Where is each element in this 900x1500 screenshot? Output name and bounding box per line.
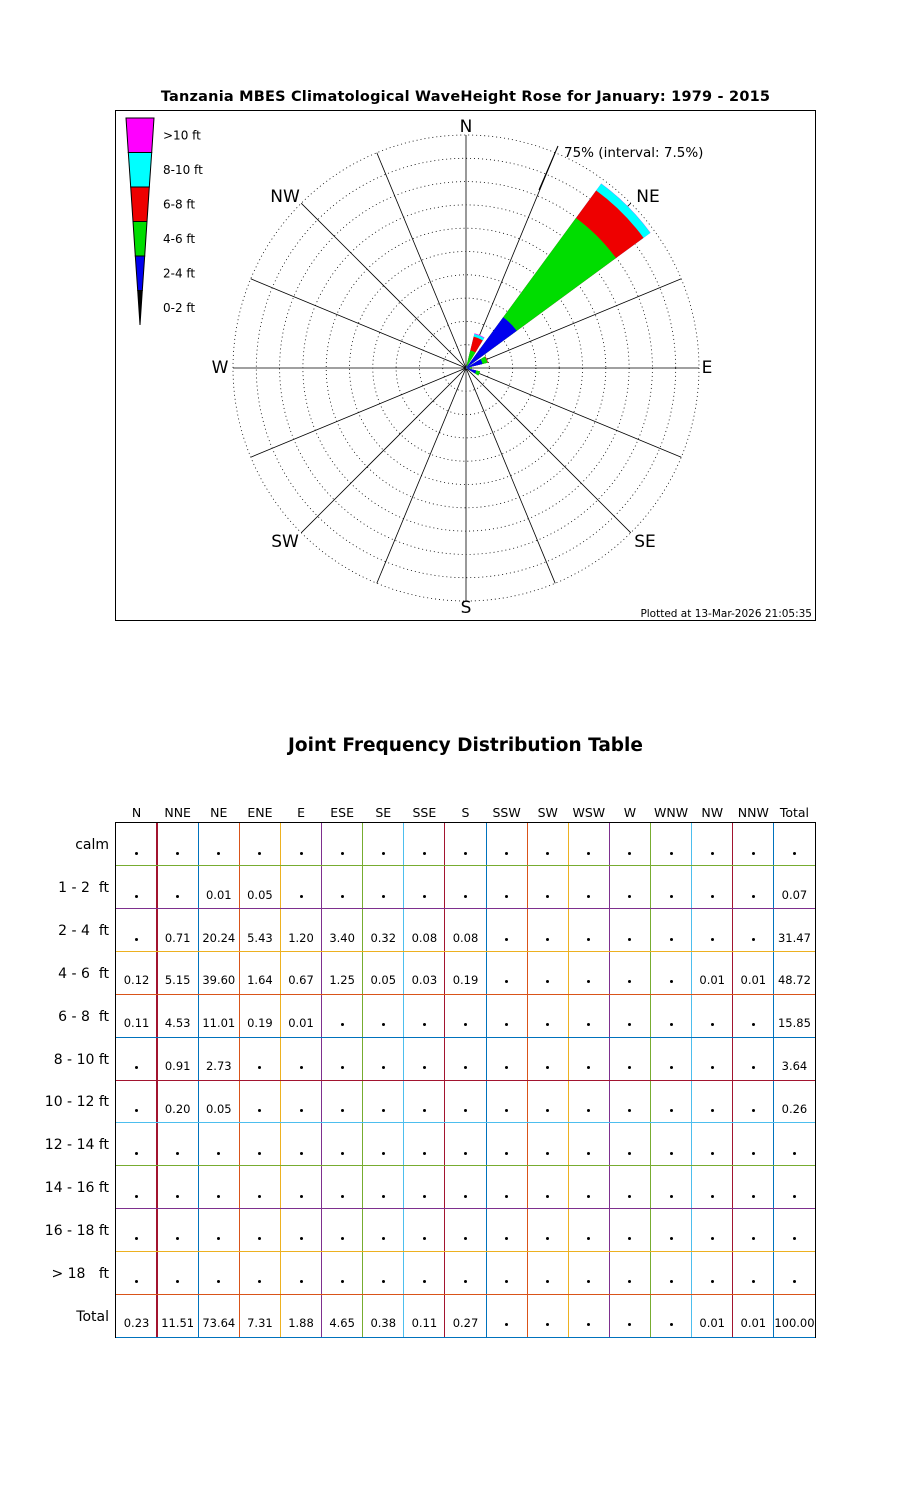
legend-label: >10 ft [163, 128, 201, 143]
table-cell-dot [464, 1237, 467, 1240]
table-cell-dot [670, 1323, 673, 1326]
table-cell-dot [341, 1109, 344, 1112]
table-cell-dot [546, 938, 549, 941]
table-cell-dot [505, 1280, 508, 1283]
table-cell-dot [382, 1237, 385, 1240]
grid-line-horizontal [116, 1208, 815, 1209]
table-cell-dot [587, 1152, 590, 1155]
col-header-nnw: NNW [737, 805, 769, 820]
table-cell-dot [135, 895, 138, 898]
grid-line-horizontal [116, 951, 815, 952]
table-cell-dot [135, 852, 138, 855]
table-cell-dot [628, 1323, 631, 1326]
row-label-bin-6: 10 - 12 ft [44, 1094, 109, 1111]
table-cell-dot [341, 1280, 344, 1283]
radial-axis-label: 75% (interval: 7.5%) [564, 145, 704, 161]
col-header-wsw: WSW [572, 805, 606, 820]
table-cell-dot [752, 895, 755, 898]
table-cell-value: 1.64 [247, 973, 273, 988]
legend-label: 4-6 ft [163, 231, 196, 246]
table-cell-dot [505, 1023, 508, 1026]
table-cell-dot [793, 1280, 796, 1283]
table-cell-dot [176, 895, 179, 898]
table-cell-dot [546, 1109, 549, 1112]
table-cell-value: 0.32 [370, 930, 397, 945]
table-cell-value: 0.20 [164, 1101, 191, 1116]
table-cell-dot [135, 1109, 138, 1112]
table-cell-dot [464, 1109, 467, 1112]
table-cell-dot [258, 852, 261, 855]
table-cell-value: 0.11 [411, 1316, 438, 1330]
table-cell-value: 0.12 [123, 973, 150, 988]
table-cell-dot [628, 1023, 631, 1026]
table-cell-dot [176, 1237, 179, 1240]
table-cell-value: 0.19 [452, 973, 479, 988]
table-cell-dot [711, 1152, 714, 1155]
table-cell-dot [464, 852, 467, 855]
rose-chart-title: Tanzania MBES Climatological WaveHeight Rose for January: 1979 - 2015 [160, 89, 771, 105]
table-cell-dot [546, 1195, 549, 1198]
grid-line-horizontal [116, 1251, 815, 1252]
table-cell-value: 4.53 [164, 1016, 191, 1031]
table-cell-value: 0.91 [164, 1059, 191, 1073]
table-cell-dot [546, 1323, 549, 1326]
grid-line-horizontal [116, 1165, 815, 1166]
compass-label-ne: NE [636, 187, 660, 207]
table-cell-dot [464, 1066, 467, 1069]
table-cell-dot [258, 1152, 261, 1155]
table-cell-dot [793, 1237, 796, 1240]
table-cell-value: 2.73 [205, 1059, 232, 1073]
table-cell-value: 0.08 [411, 930, 438, 945]
table-cell-dot [546, 980, 549, 983]
grid-line-horizontal [116, 1122, 815, 1123]
table-cell-value: 0.01 [740, 973, 767, 988]
table-cell-dot [341, 1195, 344, 1198]
table-cell-dot [628, 1066, 631, 1069]
table-cell-dot [135, 1066, 138, 1069]
table-cell-dot [711, 852, 714, 855]
table-cell-dot [382, 1152, 385, 1155]
table-cell-value: 5.43 [247, 930, 273, 945]
table-cell-dot [670, 1195, 673, 1198]
grid-line-horizontal [116, 1294, 815, 1295]
table-cell-dot [382, 1066, 385, 1069]
compass-label-n: N [459, 117, 473, 137]
table-cell-value: 0.05 [247, 887, 273, 902]
table-cell-dot [217, 1152, 220, 1155]
table-cell-dot [752, 1195, 755, 1198]
table-cell-dot [793, 1152, 796, 1155]
table-cell-dot [628, 1195, 631, 1198]
compass-label-nw: NW [270, 187, 300, 207]
table-cell-dot [711, 1280, 714, 1283]
table-cell-value: 4.65 [329, 1316, 355, 1330]
col-header-sse: SSE [412, 805, 437, 820]
col-header-ssw: SSW [492, 805, 521, 820]
table-cell-value: 11.01 [202, 1016, 236, 1031]
table-cell-dot [752, 1237, 755, 1240]
compass-label-sw: SW [271, 532, 299, 552]
table-cell-dot [505, 1152, 508, 1155]
table-cell-dot [505, 1323, 508, 1326]
table-cell-dot [628, 1109, 631, 1112]
col-header-ene: ENE [247, 805, 273, 820]
table-cell-dot [670, 1023, 673, 1026]
table-cell-value: 0.27 [452, 1316, 479, 1330]
row-label-bin-3: 4 - 6 ft [58, 965, 109, 982]
table-border-left [115, 822, 116, 1338]
table-cell-dot [505, 938, 508, 941]
table-cell-value: 3.40 [329, 930, 355, 945]
table-cell-dot [300, 1066, 303, 1069]
row-label-bin-1: 1 - 2 ft [58, 880, 109, 897]
table-cell-dot [382, 1195, 385, 1198]
table-cell-value: 11.51 [161, 1316, 195, 1330]
table-cell-value: 1.88 [288, 1316, 314, 1330]
table-cell-dot [135, 938, 138, 941]
table-cell-dot [423, 852, 426, 855]
table-border-top [116, 822, 815, 823]
table-cell-dot [628, 852, 631, 855]
table-cell-dot [423, 895, 426, 898]
table-cell-dot [505, 1109, 508, 1112]
table-cell-dot [382, 1023, 385, 1026]
legend-label: 6-8 ft [163, 197, 196, 212]
col-header-wnw: WNW [654, 805, 689, 820]
col-header-e: E [297, 805, 305, 820]
row-label-bin-7: 12 - 14 ft [44, 1137, 109, 1154]
table-cell-dot [341, 895, 344, 898]
col-header-ese: ESE [330, 805, 354, 820]
table-cell-dot [587, 895, 590, 898]
table-cell-dot [135, 1195, 138, 1198]
table-cell-dot [752, 1109, 755, 1112]
table-cell-value: 0.01 [288, 1016, 314, 1031]
table-cell-value: 15.85 [777, 1016, 811, 1031]
col-header-nw: NW [701, 805, 724, 820]
table-cell-value: 0.19 [247, 1016, 273, 1031]
legend-label: 8-10 ft [163, 162, 203, 177]
table-cell-value: 7.31 [247, 1316, 273, 1330]
table-cell-dot [587, 852, 590, 855]
table-cell-dot [752, 1152, 755, 1155]
table-cell-dot [464, 1195, 467, 1198]
table-cell-dot [135, 1237, 138, 1240]
col-header-n: N [131, 805, 142, 820]
table-cell-dot [300, 1280, 303, 1283]
table-cell-value: 0.03 [411, 973, 438, 988]
table-cell-dot [587, 938, 590, 941]
table-cell-dot [258, 1109, 261, 1112]
col-header-sw: SW [537, 805, 558, 820]
table-cell-dot [423, 1195, 426, 1198]
table-cell-dot [628, 1152, 631, 1155]
table-cell-dot [341, 1152, 344, 1155]
grid-line-horizontal [116, 1037, 815, 1038]
table-cell-value: 1.20 [288, 930, 314, 945]
table-cell-dot [176, 1280, 179, 1283]
table-cell-dot [300, 1237, 303, 1240]
table-cell-dot [670, 852, 673, 855]
row-label-bin-5: 8 - 10 ft [53, 1051, 109, 1068]
col-header-s: S [461, 805, 470, 820]
table-cell-value: 0.23 [123, 1316, 150, 1330]
col-header-total: Total [779, 805, 810, 820]
table-cell-dot [258, 1195, 261, 1198]
table-cell-dot [464, 1152, 467, 1155]
table-cell-dot [587, 1195, 590, 1198]
table-cell-dot [587, 1066, 590, 1069]
table-cell-dot [546, 1152, 549, 1155]
table-cell-dot [793, 1195, 796, 1198]
table-cell-dot [300, 1152, 303, 1155]
col-header-ne: NE [210, 805, 228, 820]
table-cell-dot [464, 1280, 467, 1283]
table-cell-dot [217, 852, 220, 855]
row-label-bin-0: calm [75, 837, 109, 854]
table-cell-value: 0.11 [123, 1016, 150, 1031]
table-cell-value: 31.47 [777, 930, 811, 945]
table-cell-value: 5.15 [164, 973, 191, 988]
row-label-bin-9: 16 - 18 ft [44, 1222, 109, 1239]
grid-line-horizontal [116, 908, 815, 909]
table-cell-dot [176, 1195, 179, 1198]
table-cell-dot [670, 1237, 673, 1240]
table-border-bottom [116, 1337, 815, 1338]
table-cell-dot [505, 1237, 508, 1240]
table-cell-dot [505, 895, 508, 898]
table-cell-value: 0.05 [205, 1101, 232, 1116]
table-cell-dot [217, 1195, 220, 1198]
table-cell-dot [258, 1237, 261, 1240]
legend-label: 0-2 ft [163, 300, 196, 315]
table-cell-dot [341, 852, 344, 855]
table-cell-dot [793, 852, 796, 855]
table-cell-dot [464, 1023, 467, 1026]
col-header-nne: NNE [164, 805, 191, 820]
table-cell-dot [628, 1237, 631, 1240]
table-cell-dot [752, 852, 755, 855]
table-cell-dot [464, 895, 467, 898]
table-cell-dot [711, 1195, 714, 1198]
table-title: Joint Frequency Distribution Table [288, 735, 643, 756]
table-cell-dot [752, 938, 755, 941]
table-cell-value: 39.60 [202, 973, 236, 988]
row-label-bin-8: 14 - 16 ft [44, 1180, 109, 1197]
table-cell-value: 100.00 [774, 1316, 815, 1330]
table-cell-value: 0.01 [205, 887, 232, 902]
table-cell-dot [423, 1109, 426, 1112]
row-label-total: Total [76, 1308, 109, 1325]
table-cell-value: 48.72 [777, 973, 811, 988]
table-cell-dot [135, 1280, 138, 1283]
table-cell-dot [711, 895, 714, 898]
table-cell-dot [670, 980, 673, 983]
table-cell-dot [423, 1237, 426, 1240]
table-cell-dot [587, 1280, 590, 1283]
table-cell-dot [752, 1023, 755, 1026]
table-cell-dot [423, 1152, 426, 1155]
table-cell-dot [258, 1280, 261, 1283]
plotted-at-stamp: Plotted at 13-Mar-2026 21:05:35 [640, 608, 812, 620]
grid-line-horizontal [116, 1080, 815, 1081]
table-cell-dot [423, 1066, 426, 1069]
table-cell-dot [711, 1023, 714, 1026]
table-cell-dot [135, 1152, 138, 1155]
table-cell-dot [628, 895, 631, 898]
table-cell-dot [670, 895, 673, 898]
table-cell-dot [258, 1066, 261, 1069]
table-cell-dot [217, 1280, 220, 1283]
table-cell-dot [505, 1195, 508, 1198]
table-cell-dot [711, 938, 714, 941]
table-cell-dot [382, 895, 385, 898]
table-cell-dot [423, 1023, 426, 1026]
table-cell-dot [670, 1280, 673, 1283]
table-cell-dot [341, 1237, 344, 1240]
legend-label: 2-4 ft [163, 266, 196, 281]
table-cell-value: 0.38 [370, 1316, 397, 1330]
table-cell-dot [176, 1152, 179, 1155]
table-cell-value: 1.25 [329, 973, 355, 988]
table-cell-dot [628, 1280, 631, 1283]
table-cell-dot [670, 1066, 673, 1069]
compass-label-e: E [701, 358, 713, 378]
table-cell-dot [217, 1237, 220, 1240]
row-label-bin-4: 6 - 8 ft [58, 1008, 109, 1025]
table-cell-dot [587, 1109, 590, 1112]
grid-line-horizontal [116, 865, 815, 866]
table-cell-dot [628, 980, 631, 983]
table-cell-dot [628, 938, 631, 941]
table-cell-dot [546, 1066, 549, 1069]
table-cell-dot [670, 1109, 673, 1112]
table-cell-dot [546, 852, 549, 855]
table-cell-value: 0.26 [781, 1101, 808, 1116]
table-cell-dot [711, 1237, 714, 1240]
table-cell-dot [382, 852, 385, 855]
compass-label-s: S [460, 598, 472, 618]
table-cell-dot [711, 1066, 714, 1069]
table-cell-dot [587, 1323, 590, 1326]
table-cell-dot [382, 1280, 385, 1283]
table-cell-value: 0.07 [781, 887, 808, 902]
table-cell-dot [546, 1280, 549, 1283]
table-cell-dot [670, 1152, 673, 1155]
table-cell-value: 0.08 [452, 930, 479, 945]
table-cell-value: 0.71 [164, 930, 191, 945]
table-cell-dot [176, 852, 179, 855]
table-cell-dot [300, 1195, 303, 1198]
table-cell-value: 20.24 [202, 930, 236, 945]
table-cell-value: 0.01 [699, 1316, 725, 1330]
table-cell-dot [505, 1066, 508, 1069]
table-cell-dot [300, 1109, 303, 1112]
table-cell-dot [587, 1023, 590, 1026]
table-cell-dot [546, 895, 549, 898]
table-cell-dot [546, 1023, 549, 1026]
compass-label-se: SE [634, 532, 656, 552]
table-cell-dot [546, 1237, 549, 1240]
table-cell-value: 0.67 [288, 973, 314, 988]
table-cell-dot [670, 938, 673, 941]
grid-line-horizontal [116, 994, 815, 995]
table-cell-value: 73.64 [202, 1316, 236, 1330]
table-cell-dot [752, 1280, 755, 1283]
table-cell-dot [300, 895, 303, 898]
table-cell-value: 0.01 [740, 1316, 767, 1330]
table-cell-dot [587, 980, 590, 983]
table-cell-dot [752, 1066, 755, 1069]
table-cell-dot [300, 852, 303, 855]
table-cell-value: 0.01 [699, 973, 725, 988]
compass-label-w: W [211, 358, 229, 378]
table-cell-dot [505, 852, 508, 855]
col-header-w: W [623, 805, 637, 820]
table-cell-value: 3.64 [781, 1059, 808, 1073]
row-label-bin-2: 2 - 4 ft [58, 923, 109, 940]
table-cell-dot [711, 1109, 714, 1112]
table-cell-dot [423, 1280, 426, 1283]
table-cell-dot [341, 1066, 344, 1069]
col-header-se: SE [375, 805, 392, 820]
row-label-bin-10: > 18 ft [51, 1265, 109, 1282]
table-cell-dot [587, 1237, 590, 1240]
table-cell-value: 0.05 [370, 973, 397, 988]
table-cell-dot [382, 1109, 385, 1112]
table-cell-dot [505, 980, 508, 983]
table-cell-dot [341, 1023, 344, 1026]
